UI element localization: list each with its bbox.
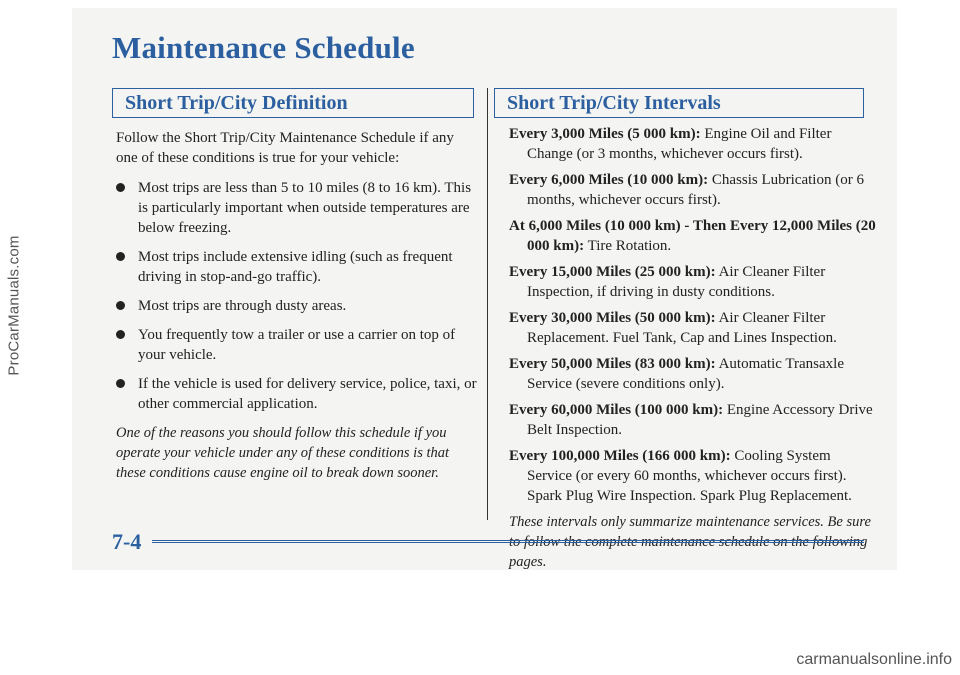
bullet-icon (116, 301, 125, 310)
right-section-heading: Short Trip/City Intervals (507, 91, 721, 114)
bullet-icon (116, 379, 125, 388)
interval-text: Engine Oil and Filter Change (or 3 months, whichever occurs first). (527, 126, 832, 162)
side-watermark (4, 95, 24, 515)
list-item-text: Most trips include extensive idling (such as frequent driving in stop-and-go traffic). (138, 249, 453, 285)
interval-item (509, 308, 879, 348)
definition-note: One of the reasons you should follow this schedule if you operate your vehicle under any of these conditions is that these conditions cause engine oil to break down sooner. (116, 425, 450, 481)
column-divider (487, 88, 488, 520)
interval-label: Every 3,000 Miles (5 000 km): (509, 126, 701, 142)
interval-item (509, 262, 879, 302)
bullet-icon (116, 330, 125, 339)
interval-label: Every 50,000 Miles (83 000 km): (509, 356, 716, 372)
interval-label: Every 60,000 Miles (100 000 km): (509, 402, 724, 418)
interval-label: Every 6,000 Miles (10 000 km): (509, 172, 709, 188)
list-item-text: If the vehicle is used for delivery service, police, taxi, or other commercial application. (138, 376, 477, 412)
definition-intro: Follow the Short Trip/City Maintenance Schedule if any one of these conditions is true for your vehicle: (116, 130, 454, 166)
list-item (116, 247, 478, 287)
interval-text: Engine Accessory Drive Belt Inspection. (527, 402, 873, 438)
interval-item (509, 170, 879, 210)
interval-label: Every 15,000 Miles (25 000 km): (509, 264, 716, 280)
left-section-heading-box (112, 88, 474, 118)
interval-label: At 6,000 Miles (10 000 km) - Then Every 12,000 Miles (20 000 km): (509, 218, 876, 254)
list-item (116, 325, 478, 365)
bullet-icon (116, 183, 125, 192)
intervals-column (509, 124, 879, 572)
bullet-icon (116, 252, 125, 261)
interval-text: Tire Rotation. (587, 238, 672, 254)
list-item (116, 178, 478, 238)
interval-item (509, 354, 879, 394)
interval-text: Cooling System Service (or every 60 months, whichever occurs first). Spark Plug Wire Inspection. Spark Plug Replacement. (527, 448, 852, 504)
side-watermark-text: ProCarManuals.com (5, 234, 23, 376)
list-item-text: Most trips are less than 5 to 10 miles (8 to 16 km). This is particularly important when outside temperatures are below freezing. (138, 180, 472, 236)
interval-item (509, 216, 879, 256)
interval-text: Air Cleaner Filter Replacement. Fuel Tank, Cap and Lines Inspection. (527, 310, 837, 346)
page-title: Maintenance Schedule (112, 30, 415, 65)
list-item (116, 296, 478, 316)
footer-rule (152, 540, 864, 543)
interval-item (509, 124, 879, 164)
interval-text: Chassis Lubrication (or 6 months, whichever occurs first). (527, 172, 864, 208)
page-number: 7-4 (112, 529, 142, 554)
left-section-heading: Short Trip/City Definition (125, 91, 348, 114)
interval-label: Every 100,000 Miles (166 000 km): (509, 448, 731, 464)
interval-label: Every 30,000 Miles (50 000 km): (509, 310, 716, 326)
right-section-heading-box (494, 88, 864, 118)
definition-column (116, 128, 478, 483)
list-item-text: Most trips are through dusty areas. (138, 298, 347, 314)
list-item (116, 374, 478, 414)
condition-list (116, 178, 478, 414)
interval-text: Automatic Transaxle Service (severe conditions only). (527, 356, 844, 392)
interval-text: Air Cleaner Filter Inspection, if driving in dusty conditions. (527, 264, 826, 300)
intervals-note: These intervals only summarize maintenance services. Be sure to follow the complete maintenance schedule on the following pages. (509, 514, 871, 570)
bottom-watermark: carmanualsonline.info (796, 651, 952, 668)
interval-item (509, 446, 879, 506)
interval-item (509, 400, 879, 440)
list-item-text: You frequently tow a trailer or use a carrier on top of your vehicle. (138, 327, 456, 363)
